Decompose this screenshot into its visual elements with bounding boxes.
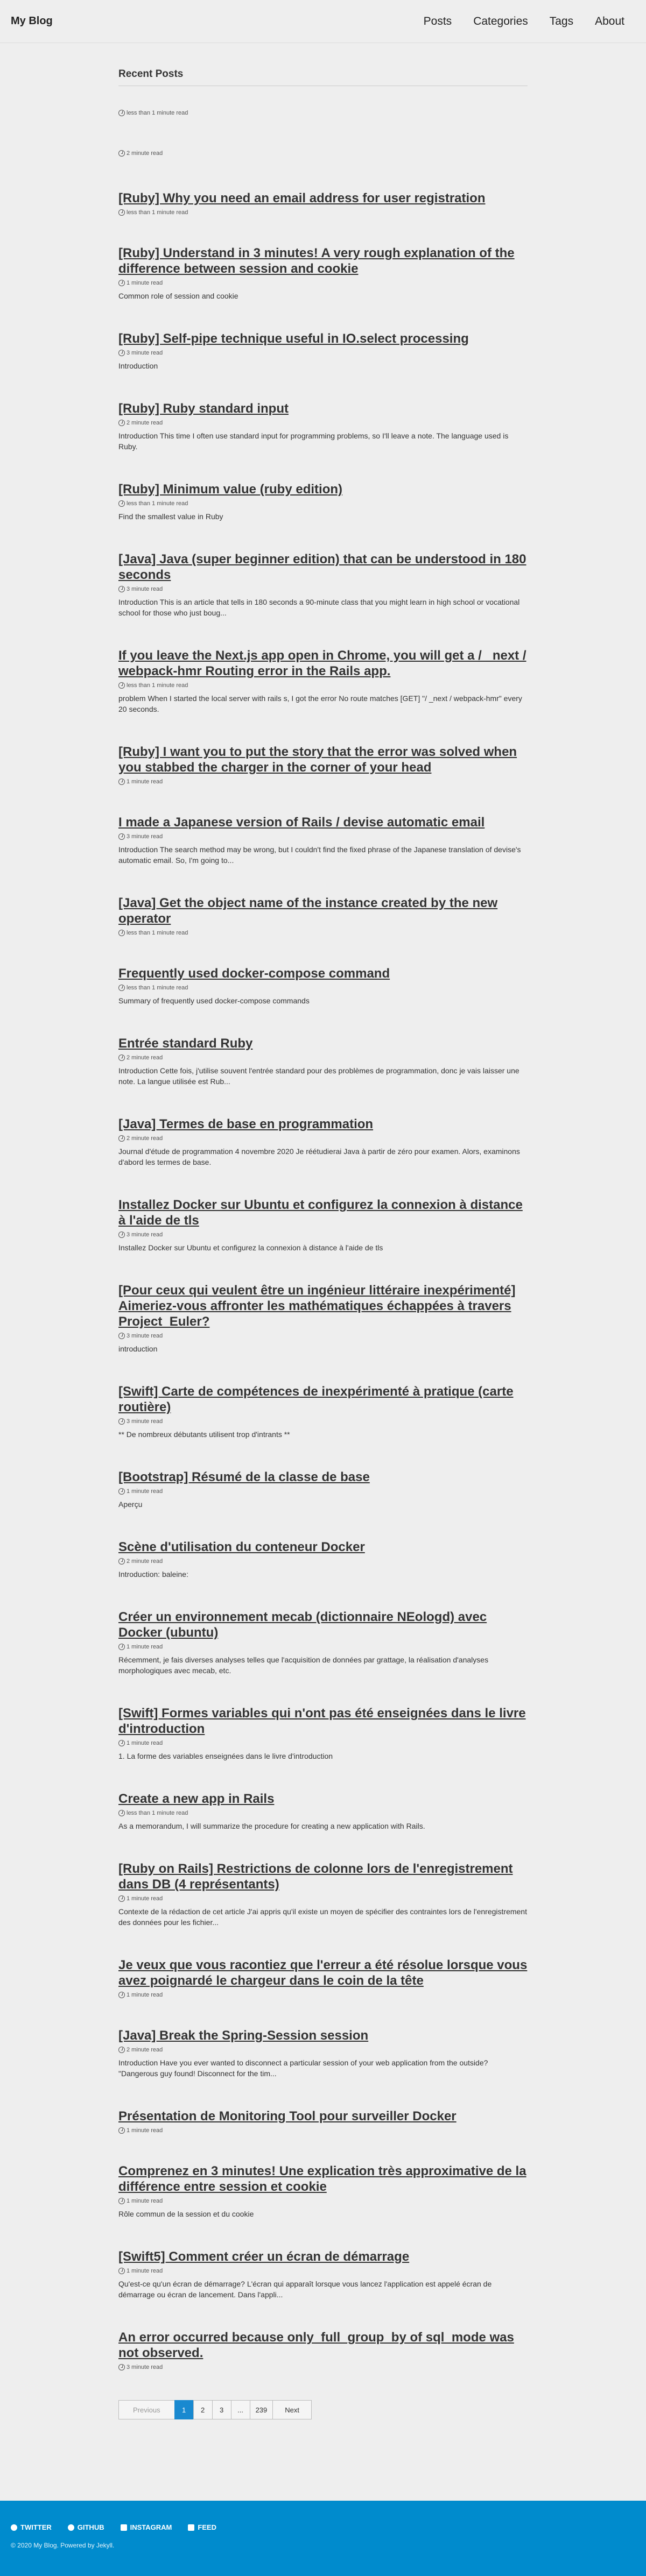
post-meta xyxy=(118,110,528,116)
post-excerpt: Aperçu xyxy=(118,1500,143,1509)
clock-icon xyxy=(118,2268,125,2274)
nav-categories[interactable]: Categories xyxy=(473,15,528,27)
read-time: 2 minute read xyxy=(127,1558,163,1565)
read-time: 2 minute read xyxy=(127,150,163,157)
post-item xyxy=(118,482,528,522)
post-excerpt: Introduction The search method may be wrong, but I couldn't find the fixed phrase of the Japanese translation of devise's automatic email. So, I'm going to... xyxy=(118,845,521,865)
read-time: less than 1 minute read xyxy=(127,682,188,689)
clock-icon xyxy=(118,420,125,426)
site-header xyxy=(0,0,646,43)
post-item xyxy=(118,1539,528,1580)
nav-about[interactable]: About xyxy=(595,15,624,27)
post-meta xyxy=(118,280,528,286)
section-title: Recent Posts xyxy=(118,68,528,86)
post-item xyxy=(118,1469,528,1510)
pagination-page-1[interactable]: 1 xyxy=(174,2400,194,2419)
read-time: 1 minute read xyxy=(127,1644,163,1650)
post-title-link[interactable]: [Swift5] Comment créer un écran de démarrage xyxy=(118,2249,410,2264)
clock-icon xyxy=(118,1895,125,1902)
read-time: 3 minute read xyxy=(127,833,163,840)
clock-icon xyxy=(118,985,125,991)
read-time: less than 1 minute read xyxy=(127,985,188,991)
post-meta xyxy=(118,2268,528,2274)
read-time: 1 minute read xyxy=(127,1488,163,1495)
copyright: © 2020 My Blog. Powered by Jekyll. xyxy=(11,2542,115,2549)
post-excerpt: Introduction: baleine: xyxy=(118,1570,188,1579)
post-item xyxy=(118,2163,528,2219)
instagram-icon xyxy=(121,2524,127,2531)
post-title-link[interactable]: [Ruby] Ruby standard input xyxy=(118,401,289,416)
read-time: 3 minute read xyxy=(127,586,163,592)
post-item xyxy=(118,110,528,116)
read-time: 1 minute read xyxy=(127,2198,163,2204)
clock-icon xyxy=(118,1644,125,1650)
clock-icon xyxy=(118,1992,125,1998)
read-time: 2 minute read xyxy=(127,2047,163,2053)
post-title-link[interactable]: Présentation de Monitoring Tool pour surveiller Docker xyxy=(118,2109,457,2124)
main-content xyxy=(118,43,528,2419)
post-meta xyxy=(118,1055,528,1061)
post-title-link[interactable]: [Pour ceux qui veulent être un ingénieur littéraire inexpérimenté] Aimeriez-vous affronter les mathématiques échappées à travers Project_Euler? xyxy=(118,1283,516,1329)
clock-icon xyxy=(118,110,125,116)
post-excerpt: Introduction Cette fois, j'utilise souvent l'entrée standard pour des problèmes de programmation, donc je vais laisser une note. La langue utilisée est Rub... xyxy=(118,1066,519,1086)
post-meta xyxy=(118,985,528,991)
clock-icon xyxy=(118,1333,125,1339)
post-item xyxy=(118,648,528,714)
post-meta xyxy=(118,833,528,840)
post-item xyxy=(118,815,528,866)
clock-icon xyxy=(118,350,125,356)
post-item xyxy=(118,190,528,216)
post-title-link[interactable]: [Java] Break the Spring-Session session xyxy=(118,2028,369,2043)
post-title-link[interactable]: Installez Docker sur Ubuntu et configurez la connexion à distance à l'aide de tls xyxy=(118,1198,523,1228)
read-time: 3 minute read xyxy=(127,1333,163,1339)
read-time: 1 minute read xyxy=(127,1895,163,1902)
post-meta xyxy=(118,500,528,507)
read-time: less than 1 minute read xyxy=(127,930,188,936)
pagination-next[interactable]: Next xyxy=(272,2400,312,2419)
post-title-link[interactable]: Créer un environnement mecab (dictionnaire NEologd) avec Docker (ubuntu) xyxy=(118,1610,487,1640)
pagination-ellipsis: ... xyxy=(231,2400,250,2419)
post-item xyxy=(118,966,528,1006)
post-meta xyxy=(118,420,528,426)
post-meta xyxy=(118,2047,528,2053)
post-meta xyxy=(118,1135,528,1142)
post-item xyxy=(118,1384,528,1440)
post-excerpt: 1. La forme des variables enseignées dans le livre d'introduction xyxy=(118,1752,333,1760)
post-excerpt: As a memorandum, I will summarize the procedure for creating a new application with Rails. xyxy=(118,1822,425,1830)
post-title-link[interactable]: [Java] Java (super beginner edition) that can be understood in 180 seconds xyxy=(118,552,526,582)
post-meta xyxy=(118,2198,528,2204)
post-meta xyxy=(118,350,528,356)
pagination-previous[interactable]: Previous xyxy=(118,2400,175,2419)
post-excerpt: problem When I started the local server with rails s, I got the error No route matches [GET] "/ _next / webpack-hmr" every 20 seconds. xyxy=(118,694,522,713)
clock-icon xyxy=(118,1135,125,1142)
read-time: 3 minute read xyxy=(127,2364,163,2370)
post-title-link[interactable]: Create a new app in Rails xyxy=(118,1792,275,1806)
read-time: 3 minute read xyxy=(127,1418,163,1425)
post-title-link[interactable]: If you leave the Next.js app open in Chrome, you will get a / _next / webpack-hmr Routing error in the Rails app. xyxy=(118,648,526,678)
post-excerpt: Summary of frequently used docker-compose commands xyxy=(118,996,310,1005)
clock-icon xyxy=(118,1810,125,1816)
nav-posts[interactable]: Posts xyxy=(423,15,452,27)
post-excerpt: Contexte de la rédaction de cet article J'ai appris qu'il existe un moyen de spécifier des contraintes lors de l'enregistrement des données pour les fichier... xyxy=(118,1907,527,1927)
post-title-link[interactable]: Je veux que vous racontiez que l'erreur a été résolue lorsque vous avez poignardé le chargeur dans le coin de la tête xyxy=(118,1958,528,1988)
nav-tags[interactable]: Tags xyxy=(549,15,574,27)
clock-icon xyxy=(118,833,125,840)
footer-link-github[interactable] xyxy=(68,2523,104,2531)
twitter-icon xyxy=(11,2524,17,2531)
post-item xyxy=(118,1197,528,1253)
post-meta xyxy=(118,1895,528,1902)
pagination-page-last[interactable]: 239 xyxy=(250,2400,273,2419)
post-excerpt: introduction xyxy=(118,1344,158,1353)
post-item xyxy=(118,2249,528,2300)
post-title-link[interactable]: Comprenez en 3 minutes! Une explication très approximative de la différence entre session et cookie xyxy=(118,2164,526,2194)
github-label: GITHUB xyxy=(77,2523,104,2531)
post-excerpt: Find the smallest value in Ruby xyxy=(118,512,223,521)
post-item xyxy=(118,1036,528,1087)
clock-icon xyxy=(118,1418,125,1425)
read-time: 3 minute read xyxy=(127,1232,163,1238)
post-item xyxy=(118,2108,528,2134)
read-time: 1 minute read xyxy=(127,2127,163,2134)
post-title-link[interactable]: [Ruby] Understand in 3 minutes! A very rough explanation of the difference between session and cookie xyxy=(118,246,515,276)
post-title-link[interactable]: [Ruby] Minimum value (ruby edition) xyxy=(118,482,343,497)
clock-icon xyxy=(118,682,125,689)
post-meta xyxy=(118,1418,528,1425)
post-item xyxy=(118,1705,528,1761)
post-excerpt: Rôle commun de la session et du cookie xyxy=(118,2210,254,2218)
post-item xyxy=(118,1957,528,1998)
clock-icon xyxy=(118,1488,125,1495)
post-item xyxy=(118,551,528,618)
post-excerpt: Introduction This time I often use standard input for programming problems, so I'll leave a note. The language used is Ruby. xyxy=(118,431,509,451)
post-excerpt: Journal d'étude de programmation 4 novembre 2020 Je réétudierai Java à partir de zéro pour examen. Alors, examinons d'abord les termes de base. xyxy=(118,1147,520,1166)
post-excerpt: Common role of session and cookie xyxy=(118,292,238,300)
post-meta xyxy=(118,150,528,157)
clock-icon xyxy=(118,1055,125,1061)
clock-icon xyxy=(118,1232,125,1238)
post-item xyxy=(118,895,528,936)
post-title-link[interactable]: Entrée standard Ruby xyxy=(118,1036,253,1051)
read-time: 2 minute read xyxy=(127,1055,163,1061)
read-time: 1 minute read xyxy=(127,1992,163,1998)
clock-icon xyxy=(118,930,125,936)
read-time: less than 1 minute read xyxy=(127,209,188,216)
post-title-link[interactable]: [Swift] Formes variables qui n'ont pas été enseignées dans le livre d'introduction xyxy=(118,1706,526,1736)
post-title-link[interactable]: I made a Japanese version of Rails / devise automatic email xyxy=(118,815,485,830)
post-item xyxy=(118,1861,528,1928)
post-title-link[interactable]: [Java] Termes de base en programmation xyxy=(118,1117,374,1131)
clock-icon xyxy=(118,1740,125,1746)
post-item xyxy=(118,401,528,452)
post-title-link[interactable]: [Ruby] Why you need an email address for user registration xyxy=(118,191,486,206)
footer-link-feed[interactable] xyxy=(188,2523,216,2531)
post-excerpt: Installez Docker sur Ubuntu et configurez la connexion à distance à l'aide de tls xyxy=(118,1243,383,1252)
post-excerpt: Introduction This is an article that tells in 180 seconds a 90-minute class that you might learn in high school or vocational school for those who just boug... xyxy=(118,598,520,617)
github-icon xyxy=(68,2524,74,2531)
read-time: less than 1 minute read xyxy=(127,110,188,116)
post-item xyxy=(118,1609,528,1676)
read-time: 3 minute read xyxy=(127,350,163,356)
read-time: 2 minute read xyxy=(127,420,163,426)
post-meta xyxy=(118,779,528,785)
post-excerpt: Qu'est-ce qu'un écran de démarrage? L'écran qui apparaît lorsque vous lancez l'application est appelé écran de démarrage ou écran de lancement. Dans l'appli... xyxy=(118,2280,492,2299)
read-time: less than 1 minute read xyxy=(127,1810,188,1816)
feed-label: FEED xyxy=(198,2523,217,2531)
clock-icon xyxy=(118,2047,125,2053)
post-item xyxy=(118,331,528,371)
post-excerpt: Introduction Have you ever wanted to disconnect a particular session of your web application from the outside? "Dangerous guy found! Disconnect for the tim... xyxy=(118,2058,488,2078)
post-title-link[interactable]: [Java] Get the object name of the instance created by the new operator xyxy=(118,896,498,926)
post-meta xyxy=(118,586,528,592)
post-item xyxy=(118,744,528,785)
post-meta xyxy=(118,1644,528,1650)
clock-icon xyxy=(118,209,125,216)
main-nav xyxy=(424,15,635,28)
post-excerpt: Introduction xyxy=(118,362,158,370)
post-meta xyxy=(118,1810,528,1816)
post-item xyxy=(118,2028,528,2079)
post-meta xyxy=(118,2127,528,2134)
post-meta xyxy=(118,682,528,689)
pagination xyxy=(118,2400,528,2419)
post-title-link[interactable]: An error occurred because only_full_group_by of sql_mode was not observed. xyxy=(118,2330,514,2360)
post-title-link[interactable]: [Bootstrap] Résumé de la classe de base xyxy=(118,1470,370,1484)
rss-icon xyxy=(188,2524,194,2531)
clock-icon xyxy=(118,500,125,507)
read-time: 1 minute read xyxy=(127,779,163,785)
site-brand[interactable]: My Blog xyxy=(11,15,53,27)
twitter-label: TWITTER xyxy=(20,2523,52,2531)
post-item xyxy=(118,1791,528,1831)
pagination-page-2[interactable]: 2 xyxy=(193,2400,213,2419)
post-excerpt: ** De nombreux débutants utilisent trop d'intrants ** xyxy=(118,1430,290,1439)
footer-link-instagram[interactable] xyxy=(121,2523,172,2531)
post-title-link[interactable]: Frequently used docker-compose command xyxy=(118,966,390,981)
post-item xyxy=(118,1116,528,1167)
read-time: 2 minute read xyxy=(127,1135,163,1142)
post-list xyxy=(118,110,528,2370)
clock-icon xyxy=(118,2364,125,2370)
post-meta xyxy=(118,1558,528,1565)
post-meta xyxy=(118,2364,528,2370)
site-footer xyxy=(0,2501,646,2576)
post-item xyxy=(118,150,528,157)
post-meta xyxy=(118,1992,528,1998)
read-time: 1 minute read xyxy=(127,2268,163,2274)
post-meta xyxy=(118,1488,528,1495)
read-time: 1 minute read xyxy=(127,1740,163,1746)
post-meta xyxy=(118,1232,528,1238)
post-title-link[interactable]: [Ruby] Self-pipe technique useful in IO.select processing xyxy=(118,331,469,346)
clock-icon xyxy=(118,779,125,785)
clock-icon xyxy=(118,280,125,286)
pagination-page-3[interactable]: 3 xyxy=(212,2400,231,2419)
clock-icon xyxy=(118,2198,125,2204)
post-meta xyxy=(118,930,528,936)
post-title-link[interactable]: [Ruby] I want you to put the story that the error was solved when you stabbed the charger in the corner of your head xyxy=(118,745,517,775)
read-time: less than 1 minute read xyxy=(127,500,188,507)
post-item xyxy=(118,245,528,301)
clock-icon xyxy=(118,586,125,592)
post-excerpt: Récemment, je fais diverses analyses telles que l'acquisition de données par grattage, la réalisation d'analyses morphologiques avec mecab, etc. xyxy=(118,1655,489,1675)
post-item xyxy=(118,1283,528,1354)
social-links xyxy=(11,2523,635,2531)
post-meta xyxy=(118,1333,528,1339)
read-time: 1 minute read xyxy=(127,280,163,286)
clock-icon xyxy=(118,2127,125,2134)
post-title-link[interactable]: Scène d'utilisation du conteneur Docker xyxy=(118,1540,365,1554)
clock-icon xyxy=(118,1558,125,1565)
footer-link-twitter[interactable] xyxy=(11,2523,52,2531)
instagram-label: INSTAGRAM xyxy=(130,2523,172,2531)
post-item xyxy=(118,2330,528,2370)
post-title-link[interactable]: [Swift] Carte de compétences de inexpérimenté à pratique (carte routière) xyxy=(118,1384,514,1414)
post-title-link[interactable]: [Ruby on Rails] Restrictions de colonne lors de l'enregistrement dans DB (4 représentants) xyxy=(118,1862,513,1892)
post-meta xyxy=(118,1740,528,1746)
post-meta xyxy=(118,209,528,216)
clock-icon xyxy=(118,150,125,157)
